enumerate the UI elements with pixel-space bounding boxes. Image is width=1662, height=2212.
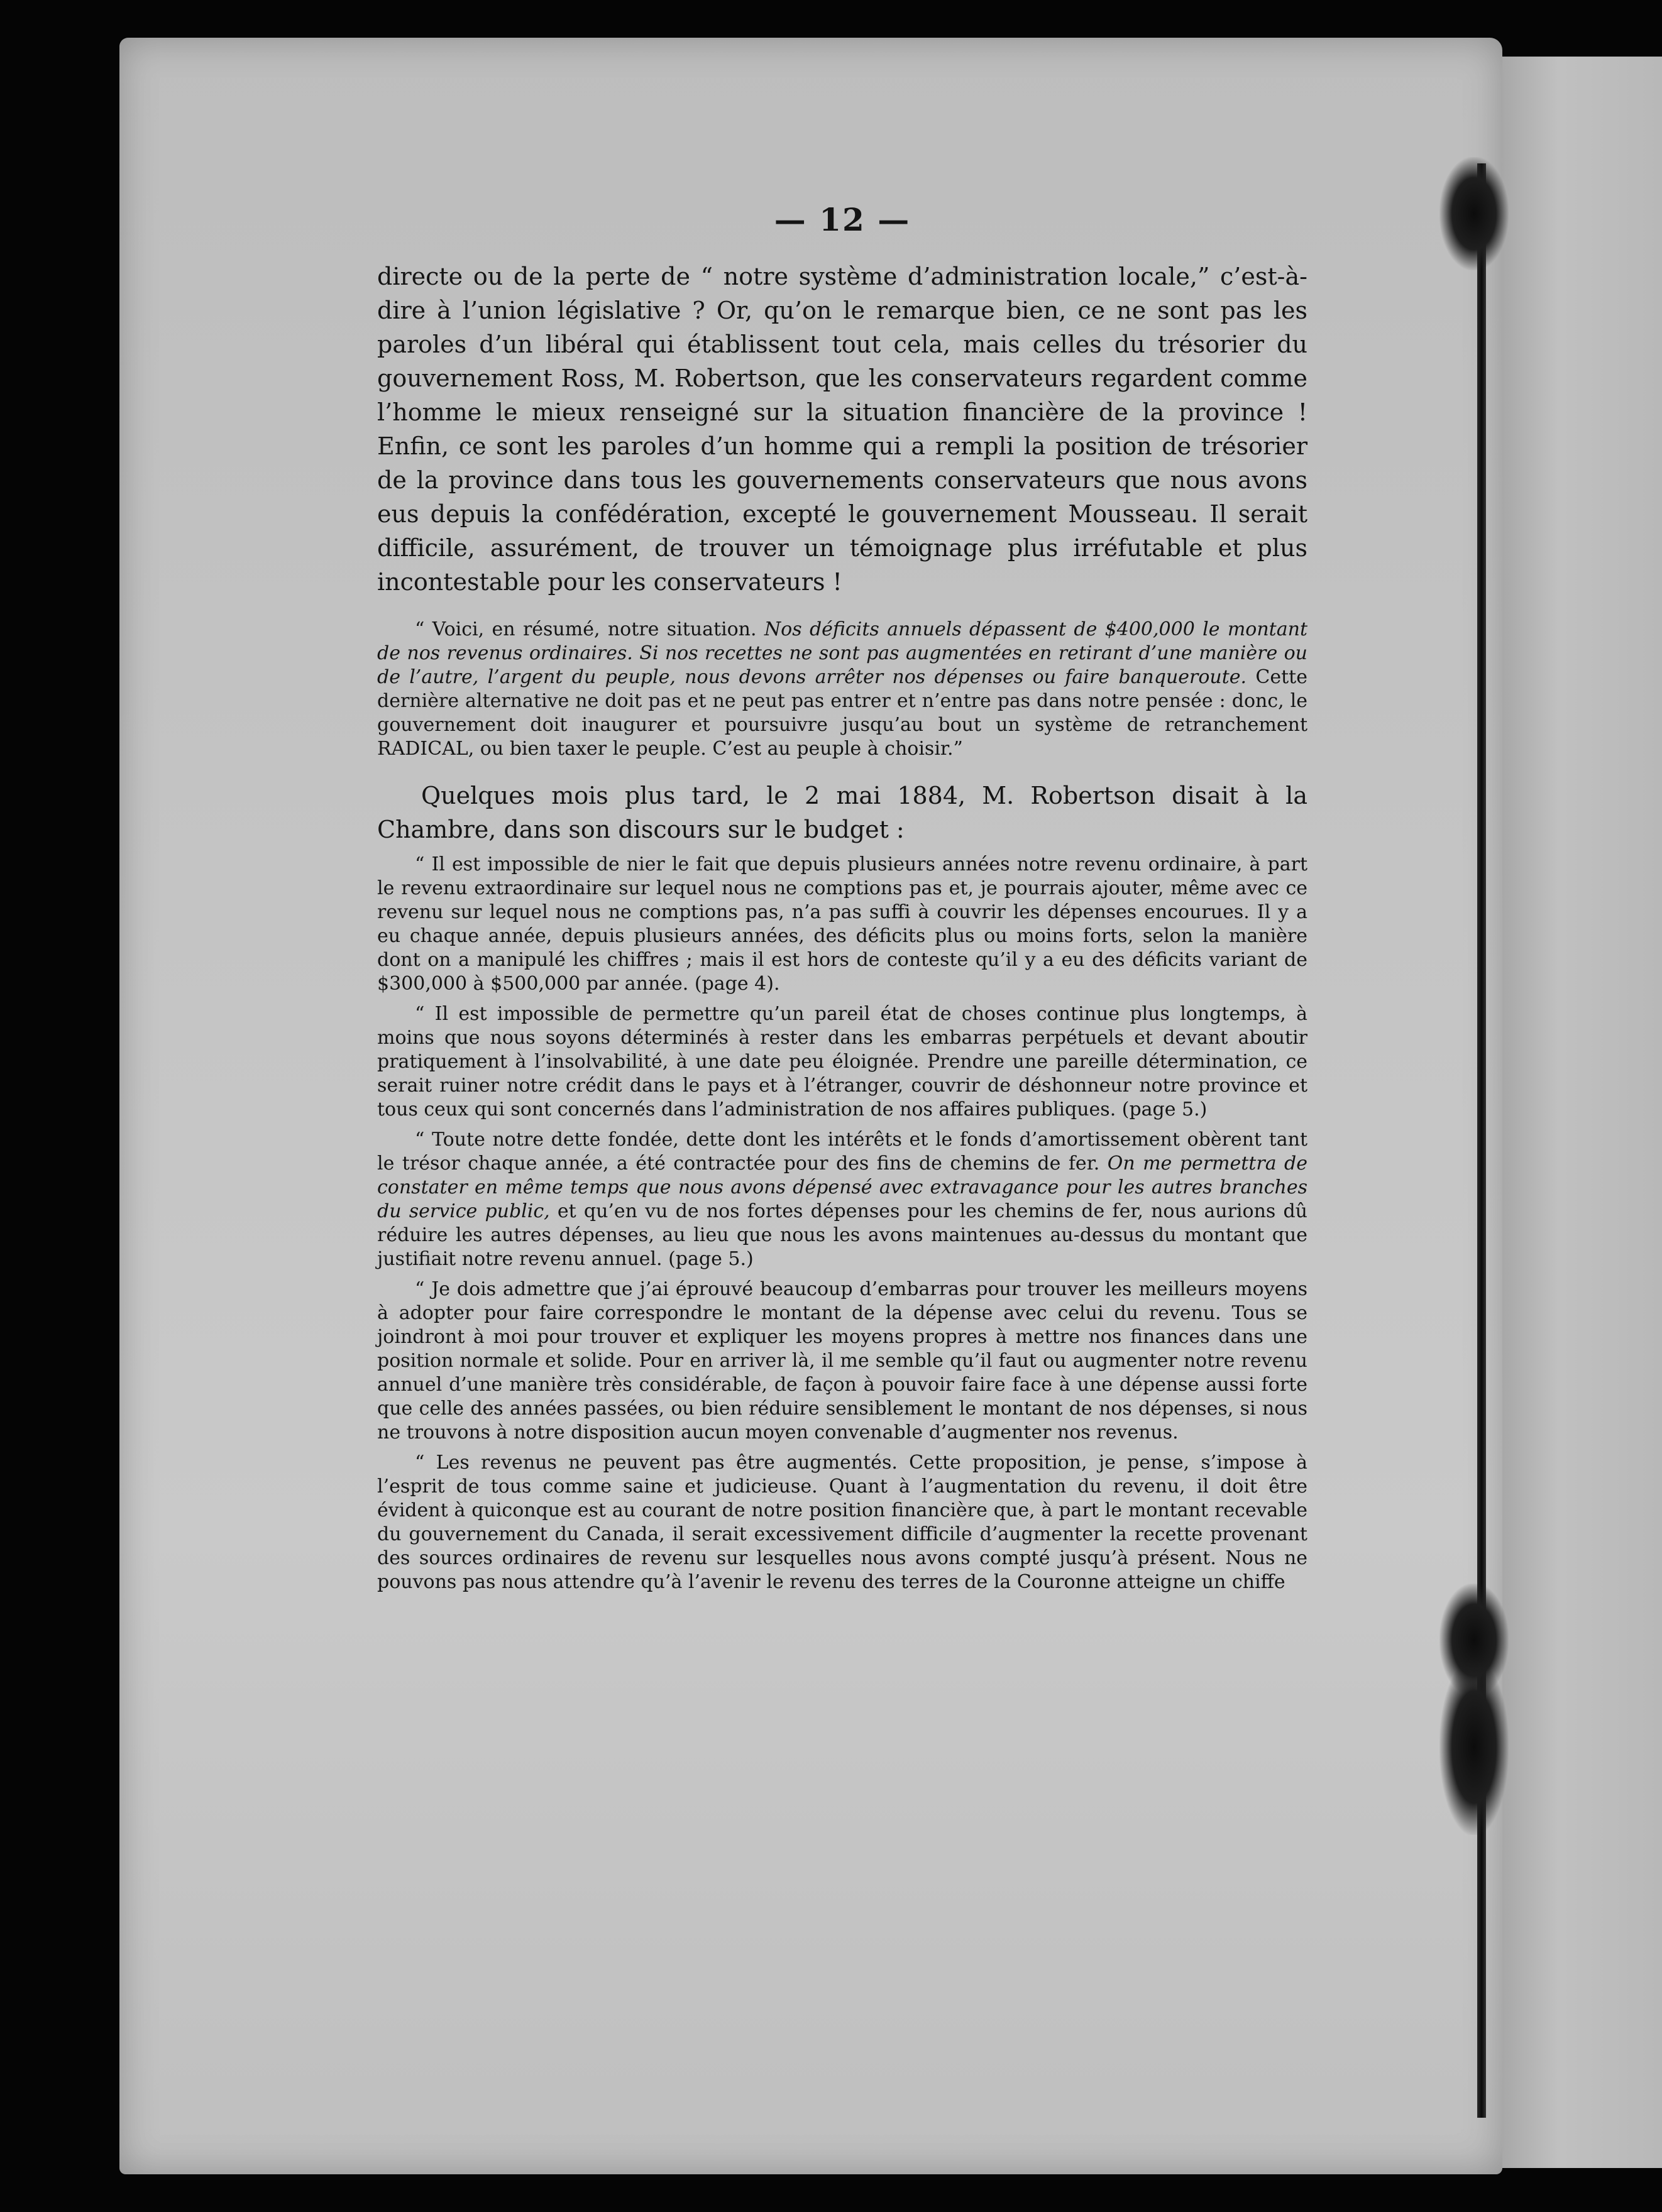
- paragraph-2: Quelques mois plus tard, le 2 mai 1884, M. Robertson disait à la Chambre, dans son discours sur le budget :: [377, 782, 1307, 843]
- page-text: [377, 201, 1307, 1601]
- quote-6: “ Les revenus ne peuvent pas être augmentés. Cette proposition, je pense, s’impose à l’esprit de tous comme saine et judicieuse. Quant à l’augmentation du revenu, il doit être évident à quiconque est au courant de notre position financière que, à part le montant recevable du gouvernement du Canada, il serait excessivement difficile d’augmenter la recette provenant des sources ordinaires de revenu sur lesquelles nous avons compté jusqu’à présent. Nous ne pouvons pas nous attendre qu’à l’avenir le revenu des terres de la Couronne atteigne un chiffe: [377, 1452, 1307, 1593]
- page-number: — 12 —: [774, 201, 911, 238]
- quote-4-end: et qu’en vu de nos fortes dépenses pour les chemins de fer, nous aurions dû réduire les autres dépenses, au lieu que nous les avons maintenues au-dessus du montant que justifiait notre revenu annuel. (page 5.): [377, 1200, 1307, 1270]
- quote-2: “ Il est impossible de nier le fait que depuis plusieurs années notre revenu ordinaire, à part le revenu extraordinaire sur lequel nous ne comptions pas et, je pourrais ajouter, même avec ce revenu sur lequel nous ne comptions pas, n’a pas suffi à couvrir les dépenses encourues. Il y a eu chaque année, depuis plusieurs années, des déficits plus ou moins forts, selon la manière dont on a manipulé les chiffres ; mais il est hors de conteste qu’il y a eu des déficits variant de $300,000 à $500,000 par année. (page 4).: [377, 853, 1307, 995]
- quote-1: [377, 618, 1307, 761]
- quote-1-rest: Cette dernière alternative ne doit pas et ne peut pas entrer et n’entre pas dans notre pensée : donc, le gouvernement doit inaugurer et poursuivre jusqu’au bout un système de retranchement RADICAL, ou bien taxer le peuple. C’est au peuple à choisir.”: [377, 666, 1307, 760]
- quote-5: “ Je dois admettre que j’ai éprouvé beaucoup d’embarras pour trouver les meilleurs moyens à adopter pour faire correspondre le montant de la dépense avec celui du revenu. Tous se joindront à moi pour trouver et expliquer les moyens propres à mettre nos finances dans une position normale et solide. Pour en arriver là, il me semble qu’il faut ou augmenter notre revenu annuel d’une manière très considérable, de façon à pouvoir faire face à une dépense aussi forte que celle des années passées, ou bien réduire sensiblement le montant de nos dépenses, si nous ne trouvons à notre disposition aucun moyen convenable d’augmenter nos revenus.: [377, 1278, 1307, 1443]
- quote-4-start: “ Toute notre dette fondée, dette dont les intérêts et le fonds d’amortissement obèrent tant le trésor chaque année, a été contractée pour des fins de chemins de fer.: [377, 1129, 1307, 1174]
- paragraph-1: directe ou de la perte de “ notre système d’administration locale,” c’est-à-dire à l’union législative ? Or, qu’on le remarque bien, ce ne sont pas les paroles d’un libéral qui établissent tout cela, mais celles du trésorier du gouvernement Ross, M. Robertson, que les conservateurs regardent comme l’homme le mieux renseigné sur la situation financière de la province ! Enfin, ce sont les paroles d’un homme qui a rempli la position de trésorier de la province dans tous les gouvernements conservateurs que nous avons eus depuis la confédération, excepté le gouvernement Mousseau. Il serait difficile, assurément, de trouver un témoignage plus irréfutable et plus incontestable pour les conservateurs !: [377, 263, 1307, 596]
- binding-knot: [1439, 157, 1509, 270]
- quote-4: [377, 1128, 1307, 1271]
- quote-1-intro: “ Voici, en résumé, notre situation.: [415, 618, 757, 640]
- quote-4-italic: On me permettra de constater en même temps que nous avons dépensé avec extravagance pour les autres branches du service public,: [377, 1153, 1307, 1222]
- quote-3: “ Il est impossible de permettre qu’un pareil état de choses continue plus longtemps, à moins que nous soyons déterminés à rester dans les embarras perpétuels et devant aboutir pratiquement à l’insolvabilité, à une date peu éloignée. Prendre une pareille détermination, ce serait ruiner notre crédit dans le pays et à l’étranger, couvrir de déshonneur notre province et tous ceux qui sont concernés dans l’administration de nos affaires publiques. (page 5.): [377, 1003, 1307, 1120]
- budget-quotes: [377, 853, 1307, 1594]
- adjacent-page-edge: [1502, 57, 1662, 2168]
- quote-1-italic: Nos déficits annuels dépassent de $400,000 le montant de nos revenus ordinaires. Si nos recettes ne sont pas augmentées en retirant d’une manière ou de l’autre, l’argent du peuple, nous devons arrêter nos dépenses ou faire banqueroute.: [377, 618, 1307, 688]
- binding-knot: [1439, 1659, 1509, 1835]
